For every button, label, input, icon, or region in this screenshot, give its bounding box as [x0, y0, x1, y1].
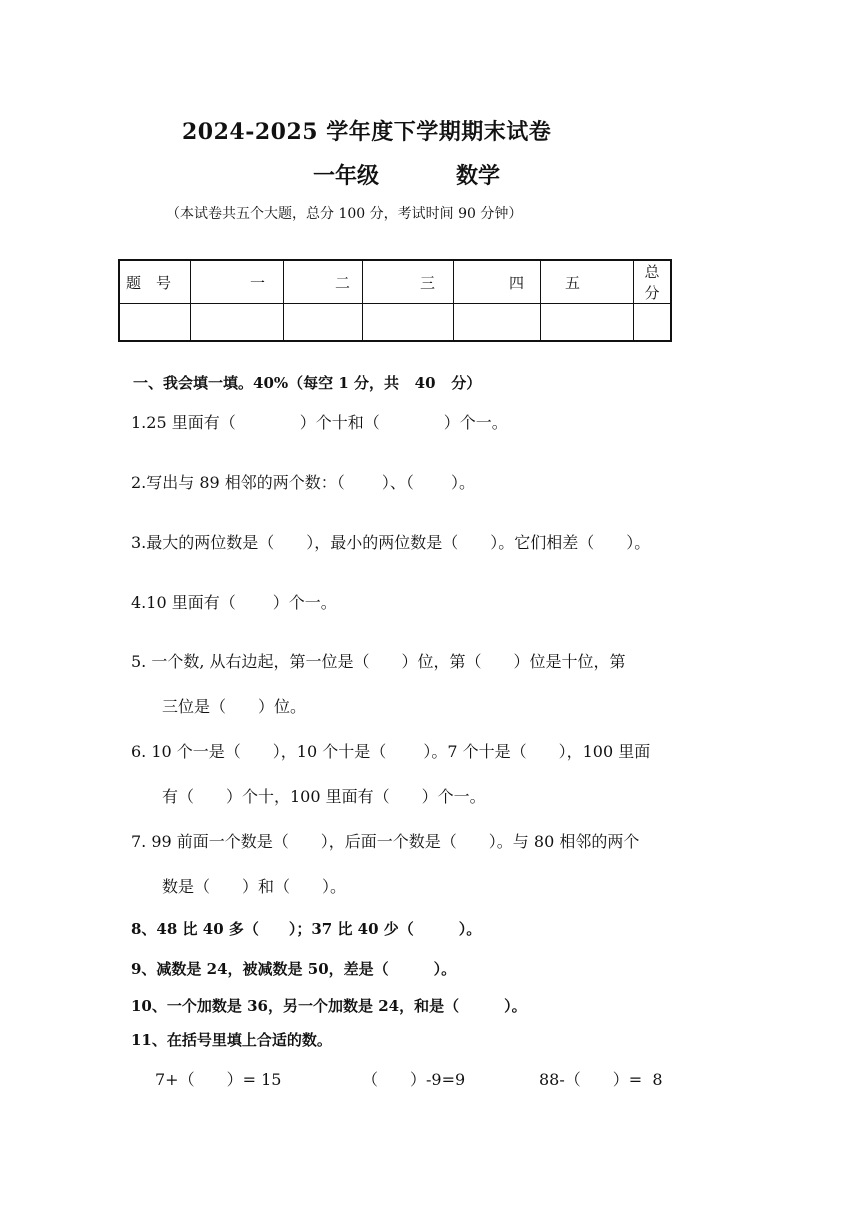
question-4: 4.10 里面有（ ）个一。 — [131, 593, 337, 612]
question-9: 9、减数是 24，被减数是 50，差是（ ）。 — [131, 960, 457, 978]
question-8: 8、48 比 40 多（ ）；37 比 40 少（ ）。 — [131, 920, 482, 938]
subject-label: 数学 — [456, 163, 501, 189]
header-section-4: 四 — [454, 260, 541, 304]
header-question-number: 题 号 — [119, 260, 191, 304]
exam-title: 2024-2025 学年度下学期期末试卷 — [182, 119, 552, 145]
score-cell-label — [119, 304, 191, 342]
question-5-line-2: 三位是（ ）位。 — [162, 697, 307, 716]
question-3: 3.最大的两位数是（ ），最小的两位数是（ ）。它们相差（ ）。 — [131, 533, 651, 552]
score-cell-total[interactable] — [634, 304, 672, 342]
score-cell-5[interactable] — [541, 304, 634, 342]
score-table-header-row — [119, 260, 671, 304]
question-6-line-2: 有（ ）个十，100 里面有（ ）个一。 — [162, 787, 486, 806]
score-cell-1[interactable] — [191, 304, 284, 342]
header-section-5: 五 — [541, 260, 634, 304]
question-2: 2.写出与 89 相邻的两个数：（ ）、（ ）。 — [131, 473, 475, 492]
question-7-line-1: 7. 99 前面一个数是（ ），后面一个数是（ ）。与 80 相邻的两个 — [131, 832, 640, 851]
question-11: 11、在括号里填上合适的数。 — [131, 1031, 332, 1049]
score-cell-3[interactable] — [363, 304, 454, 342]
question-11-equation-2: （ ）-9=9 — [362, 1070, 466, 1089]
question-1: 1.25 里面有（ ）个十和（ ）个一。 — [131, 413, 508, 432]
score-cell-4[interactable] — [454, 304, 541, 342]
question-7-line-2: 数是（ ）和（ ）。 — [162, 877, 347, 896]
header-total: 总分 — [634, 260, 672, 304]
section-1-heading: 一、我会填一填。40%（每空 1 分，共 40 分） — [133, 374, 482, 392]
question-5-line-1: 5. 一个数, 从右边起，第一位是（ ）位，第（ ）位是十位，第 — [131, 652, 626, 671]
score-table-score-row — [119, 304, 671, 342]
question-10: 10、一个加数是 36，另一个加数是 24，和是（ ）。 — [131, 997, 527, 1015]
exam-note: （本试卷共五个大题，总分 100 分，考试时间 90 分钟） — [166, 206, 523, 222]
header-section-3: 三 — [363, 260, 454, 304]
grade-label: 一年级 — [313, 163, 380, 189]
score-cell-2[interactable] — [284, 304, 363, 342]
header-section-1: 一 — [191, 260, 284, 304]
question-6-line-1: 6. 10 个一是（ ），10 个十是（ ）。7 个十是（ ），100 里面 — [131, 742, 651, 761]
score-table — [118, 259, 672, 342]
question-11-equation-3: 88-（ ）= 8 — [539, 1070, 663, 1089]
header-section-2: 二 — [284, 260, 363, 304]
question-11-equation-1: 7+（ ）= 15 — [155, 1070, 282, 1089]
